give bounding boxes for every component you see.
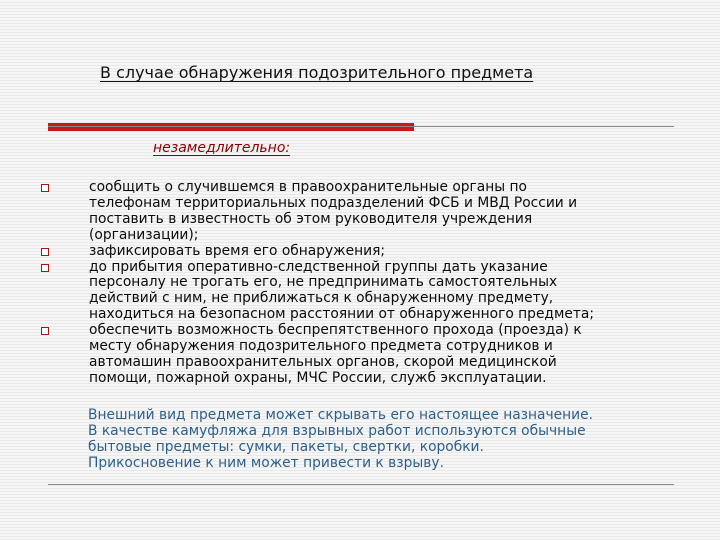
bullet-text: сообщить о случившемся в правоохранительные органы по телефонам территориальных подразделений ФСБ и МВД России и поставить в известность об этом руководителя учреждения (организации); [89, 179, 578, 243]
top-divider [48, 126, 674, 127]
square-bullet-icon [41, 184, 49, 192]
bullet-list [40, 180, 680, 387]
square-bullet-icon [41, 248, 49, 256]
bullet-text: до прибытия оперативно-следственной группы дать указание персоналу не трогать его, не предпринимать самостоятельных действий с ним, не приближаться к обнаруженному предмету, находиться на безопасном расстоянии от обнаруженного предмета; [89, 258, 595, 323]
bullet-item [40, 323, 680, 387]
bullet-item [40, 260, 680, 324]
bullet-item [40, 244, 680, 260]
square-bullet-icon [41, 264, 49, 272]
slide-subtitle: незамедлительно: [153, 140, 291, 156]
warning-note: Внешний вид предмета может скрывать его настоящее назначение. В качестве камуфляжа для взрывных работ используются обычные бытовые предметы: сумки, пакеты, свертки, коробки. Прикосновение к ним может привести к взрыву. [88, 407, 593, 471]
accent-bar [48, 123, 414, 131]
bullet-text: обеспечить возможность беспрепятственного прохода (проезда) к месту обнаружения подозрительного предмета сотрудников и автомашин правоохранительных органов, скорой медицинской помощи, пожарной охраны, МЧС России, служб эксплуатации. [89, 322, 582, 386]
slide-title: В случае обнаружения подозрительного предмета [100, 63, 534, 82]
bullet-text: зафиксировать время его обнаружения; [89, 242, 386, 259]
bullet-item [40, 180, 680, 244]
square-bullet-icon [41, 327, 49, 335]
bottom-divider [48, 484, 674, 485]
